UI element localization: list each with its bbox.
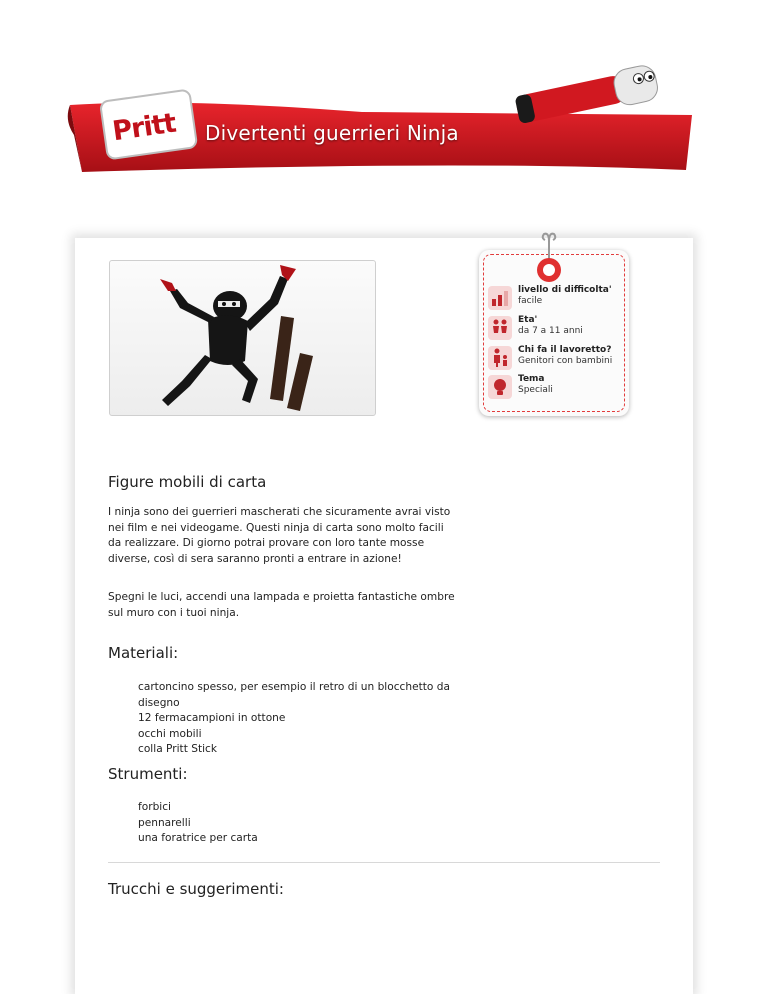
info-value: Genitori con bambini: [518, 356, 613, 366]
materials-title: Materiali:: [108, 644, 179, 662]
info-difficulty: [488, 286, 628, 314]
info-value: da 7 a 11 anni: [518, 326, 583, 336]
info-value: Speciali: [518, 385, 553, 395]
list-item: colla Pritt Stick: [138, 743, 218, 755]
tips-title: Trucchi e suggerimenti:: [108, 880, 284, 898]
list-item: 12 fermacampioni in ottone: [138, 712, 286, 724]
ninja-photo: [109, 260, 376, 416]
info-label: livello di difficolta': [518, 285, 612, 295]
section-divider: [108, 862, 660, 863]
list-item: una foratrice per carta: [138, 832, 258, 844]
lightbulb-icon: [488, 375, 512, 399]
pritt-logo[interactable]: Pritt: [110, 107, 178, 148]
info-label: Tema: [518, 374, 545, 384]
materials-list: [138, 680, 458, 758]
parent-child-icon: [488, 346, 512, 370]
list-item: cartoncino spesso, per esempio il retro di un blocchetto da disegno: [138, 681, 450, 709]
children-icon: [488, 316, 512, 340]
info-value: facile: [518, 296, 543, 306]
info-label: Chi fa il lavoretto?: [518, 345, 612, 355]
article-paragraph: Spegni le luci, accendi una lampada e proietta fantastiche ombre sul muro con i tuoi ninja.: [108, 591, 455, 619]
info-theme: [488, 375, 628, 403]
page-title: Divertenti guerrieri Ninja: [205, 121, 459, 145]
ninja-illustration: [110, 261, 375, 415]
list-item: pennarelli: [138, 816, 191, 829]
difficulty-bars-icon: [488, 286, 512, 310]
article-paragraph: I ninja sono dei guerrieri mascherati che sicuramente avrai visto nei film e nei videogame. Questi ninja di carta sono molto facili da realizzare. Di giorno potrai provare con loro tante mosse diverse, così di sera saranno pronti a entrare in azione!: [108, 506, 451, 565]
tools-list: [138, 800, 458, 847]
article-title: Figure mobili di carta: [108, 473, 267, 491]
tag-ring-icon: [537, 258, 561, 282]
tag-hook-icon: [541, 228, 557, 262]
info-who: [488, 346, 628, 374]
list-item: occhi mobili: [138, 727, 202, 740]
info-label: Eta': [518, 315, 538, 325]
list-item: forbici: [138, 801, 172, 813]
info-age: [488, 316, 628, 344]
tools-title: Strumenti:: [108, 765, 188, 783]
